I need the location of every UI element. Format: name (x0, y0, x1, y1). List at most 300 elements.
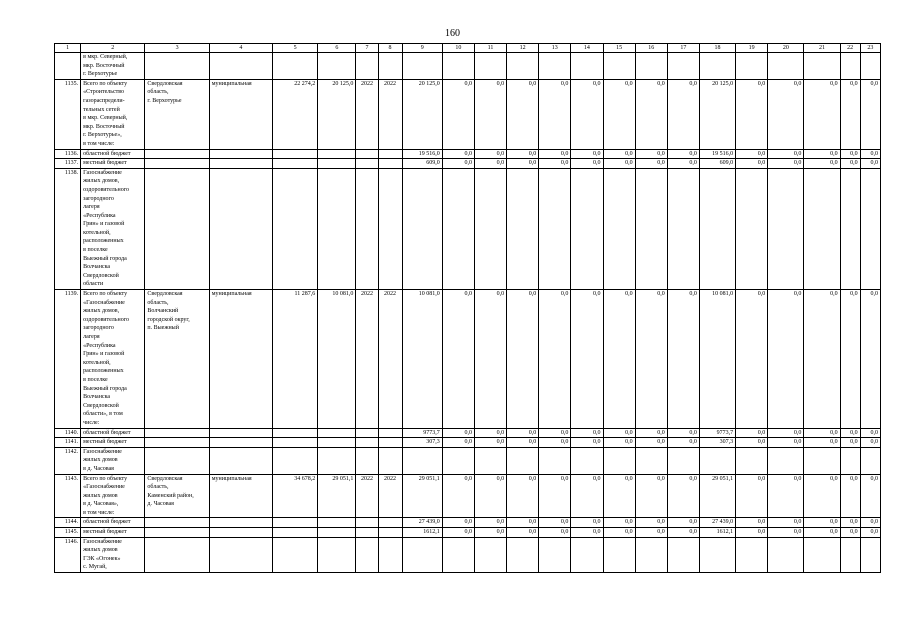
ownership-cell (209, 149, 272, 159)
value-cell: 0,0 (860, 79, 880, 149)
value-cell: 0,0 (603, 290, 635, 429)
ownership-cell (209, 159, 272, 169)
value-cell (474, 537, 506, 572)
object-name-cell: местный бюджет (81, 528, 145, 538)
column-number-header: 3 (145, 44, 209, 53)
value-cell: 0,0 (736, 149, 768, 159)
value-cell: 1612,1 (402, 528, 442, 538)
value-cell: 0,0 (539, 438, 571, 448)
value-cell (603, 53, 635, 80)
value-cell (804, 53, 840, 80)
value-cell: 0,0 (442, 518, 474, 528)
value-cell: 0,0 (571, 149, 603, 159)
object-name-cell: Газоснабжение жилых домов ГЭК «Огонек» с. Мугай, (81, 537, 145, 572)
value-cell: 0,0 (603, 149, 635, 159)
value-cell: 0,0 (860, 474, 880, 518)
value-cell (571, 447, 603, 474)
year-cell (356, 438, 378, 448)
value-cell: 0,0 (507, 474, 539, 518)
table-row (55, 290, 881, 429)
object-name-cell: Газоснабжение жилых домов в д. Часовая (81, 447, 145, 474)
location-cell (145, 528, 209, 538)
value-cell: 0,0 (539, 474, 571, 518)
value-cell (860, 53, 880, 80)
value-cell: 0,0 (635, 438, 667, 448)
column-number-header: 12 (507, 44, 539, 53)
value-cell: 0,0 (635, 528, 667, 538)
value-cell: 0,0 (442, 528, 474, 538)
value-cell: 0,0 (667, 428, 699, 438)
row-number-cell: 1140. (55, 428, 81, 438)
column-number-header: 14 (571, 44, 603, 53)
value-cell (699, 168, 735, 289)
value-cell: 0,0 (804, 79, 840, 149)
value-cell: 0,0 (804, 149, 840, 159)
value-cell (699, 537, 735, 572)
value-cell: 29 051,1 (318, 474, 356, 518)
value-cell (736, 53, 768, 80)
value-cell: 0,0 (571, 528, 603, 538)
value-cell (318, 447, 356, 474)
value-cell: 0,0 (840, 474, 860, 518)
column-number-header: 13 (539, 44, 571, 53)
table-row (55, 474, 881, 518)
value-cell: 0,0 (442, 438, 474, 448)
value-cell: 27 439,0 (402, 518, 442, 528)
value-cell: 0,0 (539, 159, 571, 169)
value-cell: 0,0 (539, 290, 571, 429)
ownership-cell (209, 518, 272, 528)
object-name-cell: местный бюджет (81, 159, 145, 169)
value-cell (442, 537, 474, 572)
value-cell: 22 274,2 (273, 79, 318, 149)
value-cell (539, 53, 571, 80)
table-header-row (55, 44, 881, 53)
ownership-cell (209, 537, 272, 572)
value-cell (768, 537, 804, 572)
column-number-header: 1 (55, 44, 81, 53)
year-cell (378, 518, 402, 528)
ownership-cell (209, 438, 272, 448)
year-cell (356, 168, 378, 289)
column-number-header: 6 (318, 44, 356, 53)
location-cell: Свердловская область, Каменский район, д. Часовая (145, 474, 209, 518)
value-cell: 0,0 (667, 518, 699, 528)
value-cell: 20 125,0 (402, 79, 442, 149)
table-row (55, 79, 881, 149)
value-cell: 0,0 (442, 290, 474, 429)
value-cell (571, 168, 603, 289)
value-cell (635, 53, 667, 80)
value-cell: 0,0 (507, 149, 539, 159)
value-cell (442, 53, 474, 80)
object-name-cell: Всего по объекту «Газоснабжение жилых домов в д. Часовая», в том числе: (81, 474, 145, 518)
value-cell: 0,0 (571, 159, 603, 169)
value-cell (402, 168, 442, 289)
value-cell (667, 447, 699, 474)
value-cell: 29 051,1 (699, 474, 735, 518)
value-cell: 0,0 (667, 290, 699, 429)
location-cell (145, 447, 209, 474)
value-cell: 0,0 (474, 149, 506, 159)
year-cell: 2022 (356, 290, 378, 429)
location-cell (145, 159, 209, 169)
table-row (55, 149, 881, 159)
value-cell: 0,0 (507, 438, 539, 448)
value-cell: 0,0 (736, 518, 768, 528)
value-cell: 0,0 (768, 428, 804, 438)
value-cell: 0,0 (860, 518, 880, 528)
value-cell: 307,3 (699, 438, 735, 448)
value-cell: 0,0 (768, 159, 804, 169)
value-cell: 19 516,0 (699, 149, 735, 159)
ownership-cell: муниципальная (209, 474, 272, 518)
row-number-cell: 1144. (55, 518, 81, 528)
value-cell (273, 53, 318, 80)
value-cell: 0,0 (635, 79, 667, 149)
value-cell (539, 537, 571, 572)
value-cell: 0,0 (507, 528, 539, 538)
value-cell: 0,0 (539, 149, 571, 159)
value-cell (318, 159, 356, 169)
year-cell (356, 428, 378, 438)
value-cell: 0,0 (474, 438, 506, 448)
table-row (55, 159, 881, 169)
value-cell (507, 447, 539, 474)
value-cell: 10 081,0 (699, 290, 735, 429)
table-row (55, 53, 881, 80)
value-cell (474, 168, 506, 289)
value-cell: 0,0 (667, 438, 699, 448)
value-cell (318, 428, 356, 438)
year-cell: 2022 (378, 474, 402, 518)
value-cell: 0,0 (736, 428, 768, 438)
value-cell: 0,0 (840, 290, 860, 429)
value-cell (804, 168, 840, 289)
column-number-header: 20 (768, 44, 804, 53)
column-number-header: 18 (699, 44, 735, 53)
value-cell: 0,0 (768, 149, 804, 159)
value-cell: 0,0 (667, 149, 699, 159)
value-cell: 0,0 (539, 79, 571, 149)
value-cell: 29 051,1 (402, 474, 442, 518)
value-cell: 0,0 (860, 438, 880, 448)
value-cell: 0,0 (840, 149, 860, 159)
value-cell (474, 447, 506, 474)
value-cell (667, 168, 699, 289)
row-number-cell: 1141. (55, 438, 81, 448)
location-cell (145, 438, 209, 448)
value-cell: 0,0 (507, 290, 539, 429)
year-cell (378, 528, 402, 538)
value-cell: 0,0 (507, 428, 539, 438)
table-row (55, 428, 881, 438)
column-number-header: 10 (442, 44, 474, 53)
value-cell (273, 518, 318, 528)
value-cell (273, 528, 318, 538)
value-cell: 0,0 (860, 290, 880, 429)
value-cell (860, 447, 880, 474)
value-cell (840, 537, 860, 572)
value-cell: 0,0 (768, 290, 804, 429)
value-cell: 0,0 (768, 528, 804, 538)
value-cell: 0,0 (804, 159, 840, 169)
location-cell (145, 537, 209, 572)
value-cell: 0,0 (571, 438, 603, 448)
ownership-cell (209, 53, 272, 80)
value-cell (318, 53, 356, 80)
row-number-cell: 1139. (55, 290, 81, 429)
value-cell (318, 438, 356, 448)
value-cell: 0,0 (860, 528, 880, 538)
value-cell (667, 537, 699, 572)
value-cell: 19 516,0 (402, 149, 442, 159)
value-cell (768, 168, 804, 289)
value-cell: 0,0 (603, 79, 635, 149)
column-number-header: 15 (603, 44, 635, 53)
value-cell (318, 168, 356, 289)
value-cell (840, 53, 860, 80)
location-cell (145, 518, 209, 528)
value-cell (507, 537, 539, 572)
row-number-cell: 1138. (55, 168, 81, 289)
column-number-header: 7 (356, 44, 378, 53)
object-name-cell: областной бюджет (81, 428, 145, 438)
value-cell: 0,0 (442, 79, 474, 149)
value-cell (699, 447, 735, 474)
value-cell (804, 447, 840, 474)
row-number-cell: 1145. (55, 528, 81, 538)
value-cell (273, 447, 318, 474)
column-number-header: 19 (736, 44, 768, 53)
value-cell (635, 537, 667, 572)
year-cell (378, 159, 402, 169)
year-cell (378, 537, 402, 572)
value-cell (736, 168, 768, 289)
row-number-cell: 1146. (55, 537, 81, 572)
location-cell (145, 428, 209, 438)
value-cell: 0,0 (860, 149, 880, 159)
value-cell: 10 081,0 (402, 290, 442, 429)
object-name-cell: Газоснабжение жилых домов, оздоровительного загородного лагеря «Республика Грин» и газовой котельной, расположенных в поселке Выежный города Волчанска Свердловской области (81, 168, 145, 289)
value-cell (273, 159, 318, 169)
value-cell (442, 168, 474, 289)
row-number-cell (55, 53, 81, 80)
value-cell (539, 168, 571, 289)
value-cell: 0,0 (736, 528, 768, 538)
value-cell: 27 439,0 (699, 518, 735, 528)
year-cell: 2022 (356, 79, 378, 149)
year-cell (356, 447, 378, 474)
value-cell (273, 438, 318, 448)
value-cell: 0,0 (860, 159, 880, 169)
location-cell (145, 53, 209, 80)
value-cell: 0,0 (736, 438, 768, 448)
column-number-header: 17 (667, 44, 699, 53)
value-cell: 0,0 (442, 474, 474, 518)
value-cell: 0,0 (442, 149, 474, 159)
value-cell: 0,0 (474, 528, 506, 538)
value-cell (571, 53, 603, 80)
value-cell: 0,0 (603, 428, 635, 438)
value-cell: 0,0 (736, 474, 768, 518)
year-cell (356, 53, 378, 80)
value-cell: 20 125,0 (699, 79, 735, 149)
year-cell (356, 159, 378, 169)
year-cell (356, 528, 378, 538)
value-cell: 0,0 (840, 428, 860, 438)
location-cell (145, 168, 209, 289)
value-cell: 0,0 (539, 428, 571, 438)
value-cell: 0,0 (442, 159, 474, 169)
value-cell: 0,0 (667, 159, 699, 169)
value-cell: 0,0 (603, 518, 635, 528)
value-cell: 0,0 (804, 428, 840, 438)
value-cell (603, 537, 635, 572)
value-cell: 609,0 (699, 159, 735, 169)
value-cell (768, 447, 804, 474)
value-cell: 0,0 (571, 79, 603, 149)
page-number: 160 (445, 28, 460, 39)
value-cell: 0,0 (635, 159, 667, 169)
value-cell: 0,0 (768, 518, 804, 528)
object-name-cell: областной бюджет (81, 518, 145, 528)
value-cell (699, 53, 735, 80)
value-cell (402, 53, 442, 80)
value-cell (273, 537, 318, 572)
column-number-header: 22 (840, 44, 860, 53)
value-cell: 1612,1 (699, 528, 735, 538)
year-cell: 2022 (378, 290, 402, 429)
year-cell (378, 53, 402, 80)
value-cell: 0,0 (667, 474, 699, 518)
year-cell (378, 438, 402, 448)
value-cell: 307,3 (402, 438, 442, 448)
value-cell (318, 537, 356, 572)
value-cell: 9773,7 (699, 428, 735, 438)
object-name-cell: Всего по объекту «Строительство газораспредели- тельных сетей в мкр. Северный, мкр. Восточный г. Верхотурье», в том числе: (81, 79, 145, 149)
object-name-cell: Всего по объекту «Газоснабжение жилых домов, оздоровительного загородного лагеря «Республика Грин» и газовой котельной, расположенных в поселке Выежный города Волчанска Свердловской области», в том числе: (81, 290, 145, 429)
value-cell (804, 537, 840, 572)
ownership-cell (209, 447, 272, 474)
year-cell (378, 428, 402, 438)
value-cell: 0,0 (840, 438, 860, 448)
value-cell: 0,0 (474, 159, 506, 169)
column-number-header: 9 (402, 44, 442, 53)
year-cell (356, 537, 378, 572)
value-cell (603, 168, 635, 289)
budget-table (54, 43, 881, 573)
value-cell: 0,0 (603, 438, 635, 448)
value-cell: 0,0 (736, 79, 768, 149)
value-cell: 0,0 (768, 79, 804, 149)
table-row (55, 518, 881, 528)
value-cell: 0,0 (474, 518, 506, 528)
value-cell (273, 149, 318, 159)
location-cell: Свердловская область, г. Верхотурье (145, 79, 209, 149)
value-cell (736, 537, 768, 572)
column-number-header: 2 (81, 44, 145, 53)
column-number-header: 11 (474, 44, 506, 53)
row-number-cell: 1135. (55, 79, 81, 149)
row-number-cell: 1142. (55, 447, 81, 474)
object-name-cell: местный бюджет (81, 438, 145, 448)
value-cell: 0,0 (635, 428, 667, 438)
year-cell: 2022 (356, 474, 378, 518)
value-cell: 0,0 (736, 159, 768, 169)
value-cell (402, 447, 442, 474)
year-cell (356, 518, 378, 528)
value-cell: 0,0 (635, 518, 667, 528)
value-cell: 0,0 (507, 79, 539, 149)
value-cell (539, 447, 571, 474)
value-cell: 0,0 (840, 528, 860, 538)
value-cell: 0,0 (635, 474, 667, 518)
value-cell: 20 125,0 (318, 79, 356, 149)
value-cell: 0,0 (539, 518, 571, 528)
value-cell: 609,0 (402, 159, 442, 169)
ownership-cell (209, 528, 272, 538)
value-cell: 0,0 (442, 428, 474, 438)
value-cell: 0,0 (768, 438, 804, 448)
value-cell (768, 53, 804, 80)
value-cell: 0,0 (804, 518, 840, 528)
value-cell: 0,0 (667, 528, 699, 538)
value-cell: 0,0 (507, 159, 539, 169)
value-cell: 0,0 (736, 290, 768, 429)
value-cell: 0,0 (840, 159, 860, 169)
column-number-header: 21 (804, 44, 840, 53)
value-cell (860, 537, 880, 572)
value-cell: 0,0 (840, 79, 860, 149)
year-cell (356, 149, 378, 159)
value-cell: 0,0 (860, 428, 880, 438)
value-cell: 10 081,0 (318, 290, 356, 429)
column-number-header: 23 (860, 44, 880, 53)
value-cell (667, 53, 699, 80)
table-row (55, 537, 881, 572)
value-cell: 0,0 (768, 474, 804, 518)
value-cell (860, 168, 880, 289)
value-cell: 0,0 (474, 474, 506, 518)
value-cell: 0,0 (539, 528, 571, 538)
value-cell: 0,0 (474, 290, 506, 429)
value-cell (571, 537, 603, 572)
value-cell (736, 447, 768, 474)
row-number-cell: 1137. (55, 159, 81, 169)
value-cell: 0,0 (571, 474, 603, 518)
table-row (55, 168, 881, 289)
value-cell (507, 168, 539, 289)
value-cell (318, 518, 356, 528)
value-cell: 0,0 (603, 528, 635, 538)
value-cell: 0,0 (571, 290, 603, 429)
value-cell: 0,0 (804, 290, 840, 429)
value-cell: 0,0 (603, 474, 635, 518)
value-cell: 0,0 (474, 428, 506, 438)
row-number-cell: 1143. (55, 474, 81, 518)
value-cell (840, 168, 860, 289)
value-cell: 0,0 (840, 518, 860, 528)
value-cell: 0,0 (571, 518, 603, 528)
column-number-header: 8 (378, 44, 402, 53)
value-cell (635, 447, 667, 474)
value-cell (840, 447, 860, 474)
value-cell: 0,0 (474, 79, 506, 149)
value-cell: 0,0 (804, 438, 840, 448)
object-name-cell: в мкр. Северный, мкр. Восточный г. Верхотурье (81, 53, 145, 80)
year-cell (378, 168, 402, 289)
